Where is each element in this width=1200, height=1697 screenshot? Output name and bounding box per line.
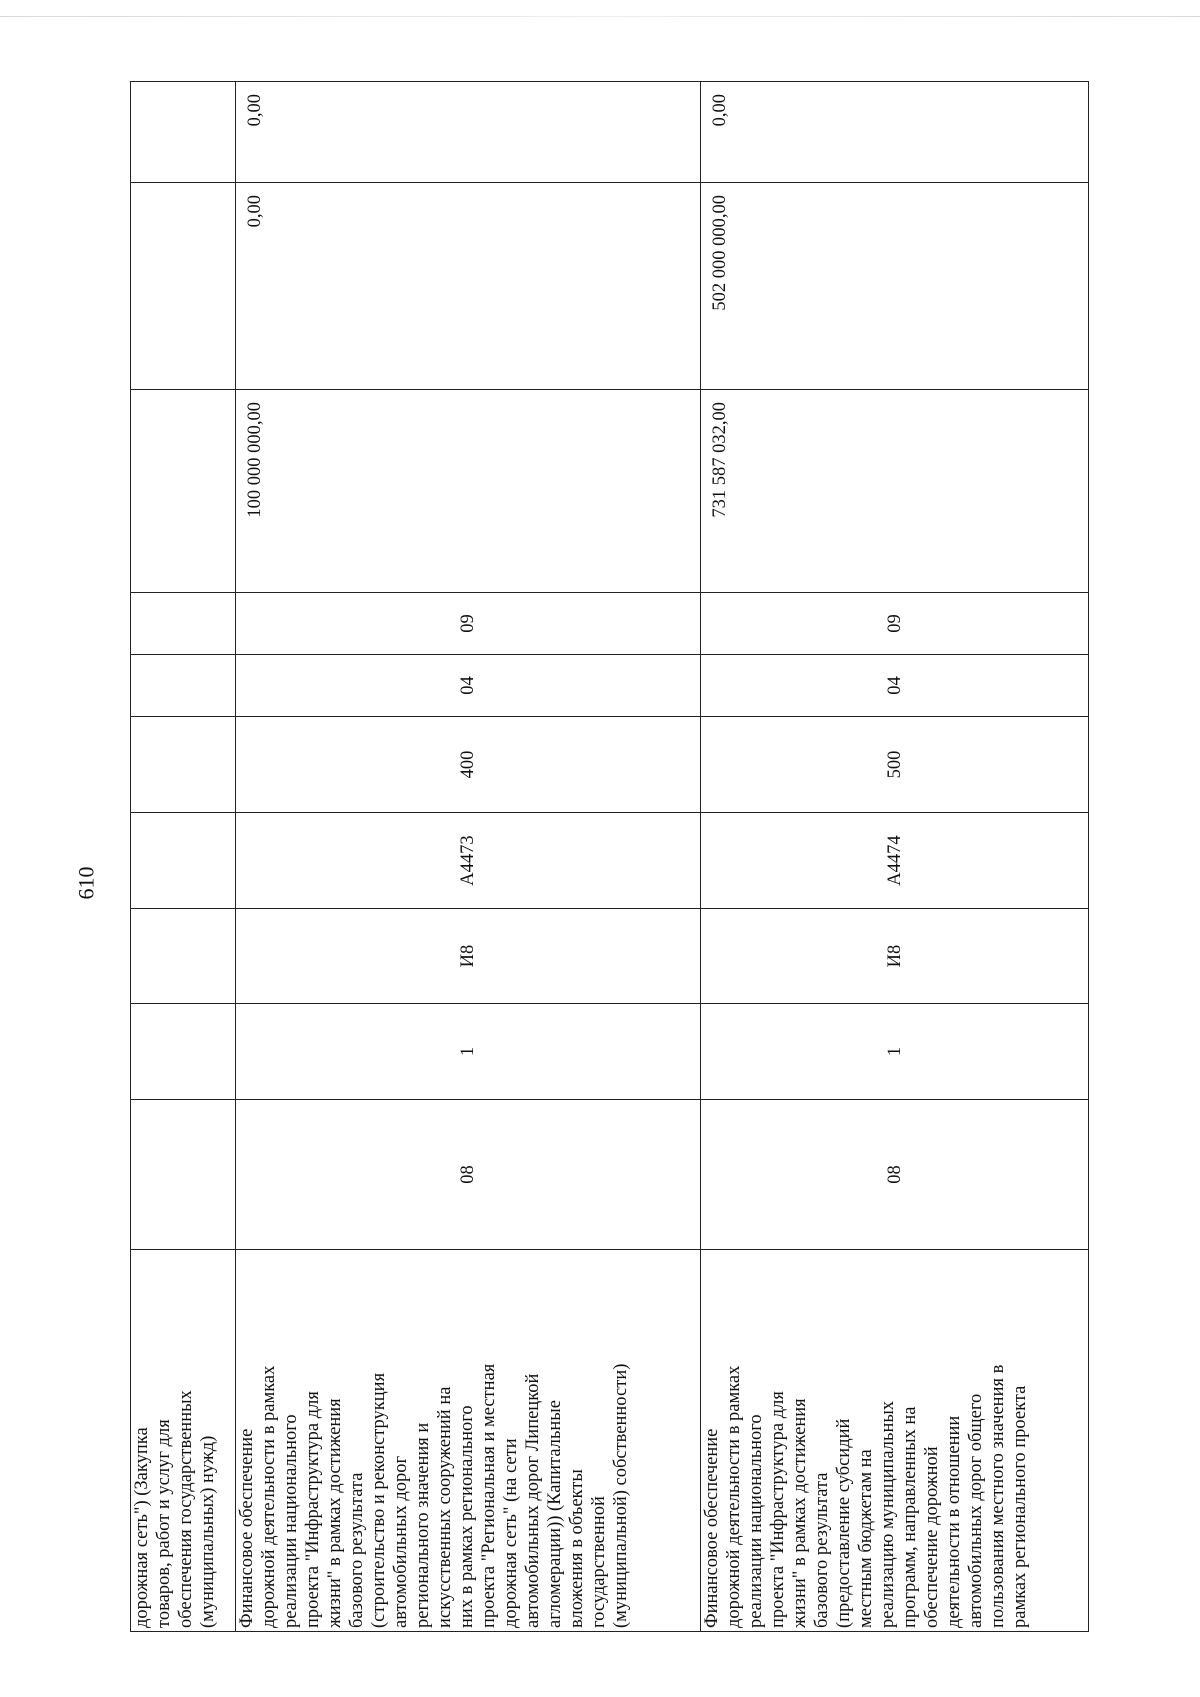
amount-cell [131, 390, 236, 593]
code-cell: А4474 [701, 813, 1089, 909]
code-cell: И8 [236, 909, 701, 1004]
page-number: 610 [73, 866, 99, 900]
code-cell [131, 1004, 236, 1100]
table-row [236, 82, 701, 1632]
amount-cell: 0,00 [236, 82, 701, 183]
code-cell: А4473 [236, 813, 701, 909]
code-cell: 1 [236, 1004, 701, 1100]
amount-cell: 0,00 [236, 183, 701, 390]
row-description: Финансовое обеспечение дорожной деятельности в рамках реализации национального проекта "Инфраструктура для жизни" в рамках достижения базового результата (строительство и реконструкция автомобильных дорог регионального значения и искусственных сооружений на них в рамках регионального проекта "Региональная и местная дорожная сеть" (на сети автомобильных дорог Липецкой агломерации)) (Капитальные вложения в объекты государственной (муниципальной) собственности) [236, 1250, 701, 1632]
code-cell: 400 [236, 717, 701, 813]
code-cell: 09 [236, 593, 701, 655]
code-cell: 04 [236, 655, 701, 717]
code-cell: 08 [701, 1100, 1089, 1250]
table-row [131, 82, 236, 1632]
code-cell: 08 [236, 1100, 701, 1250]
scan-edge-line [0, 16, 1200, 17]
code-cell: 500 [701, 717, 1089, 813]
code-cell: 09 [701, 593, 1089, 655]
code-cell [131, 1100, 236, 1250]
code-cell: 04 [701, 655, 1089, 717]
amount-cell: 731 587 032,00 [701, 390, 1089, 593]
code-cell: 1 [701, 1004, 1089, 1100]
row-description: Финансовое обеспечение дорожной деятельности в рамках реализации национального проекта "Инфраструктура для жизни" в рамках достижения базового результата (предоставление субсидий местным бюджетам на реализацию муниципальных программ, направленных на обеспечение дорожной деятельности в отношении автомобильных дорог общего пользования местного значения в рамках регионального проекта [701, 1250, 1089, 1632]
budget-table [130, 81, 1089, 1632]
amount-cell [131, 82, 236, 183]
amount-cell: 100 000 000,00 [236, 390, 701, 593]
code-cell [131, 909, 236, 1004]
row-description: дорожная сеть") (Закупка товаров, работ и услуг для обеспечения государственных (муниципальных) нужд) [131, 1250, 236, 1632]
amount-cell: 502 000 000,00 [701, 183, 1089, 390]
code-cell [131, 717, 236, 813]
code-cell [131, 593, 236, 655]
code-cell [131, 813, 236, 909]
table-row [701, 82, 1089, 1632]
amount-cell: 0,00 [701, 82, 1089, 183]
code-cell [131, 655, 236, 717]
code-cell: И8 [701, 909, 1089, 1004]
amount-cell [131, 183, 236, 390]
rotated-table-wrapper [130, 82, 1088, 1632]
